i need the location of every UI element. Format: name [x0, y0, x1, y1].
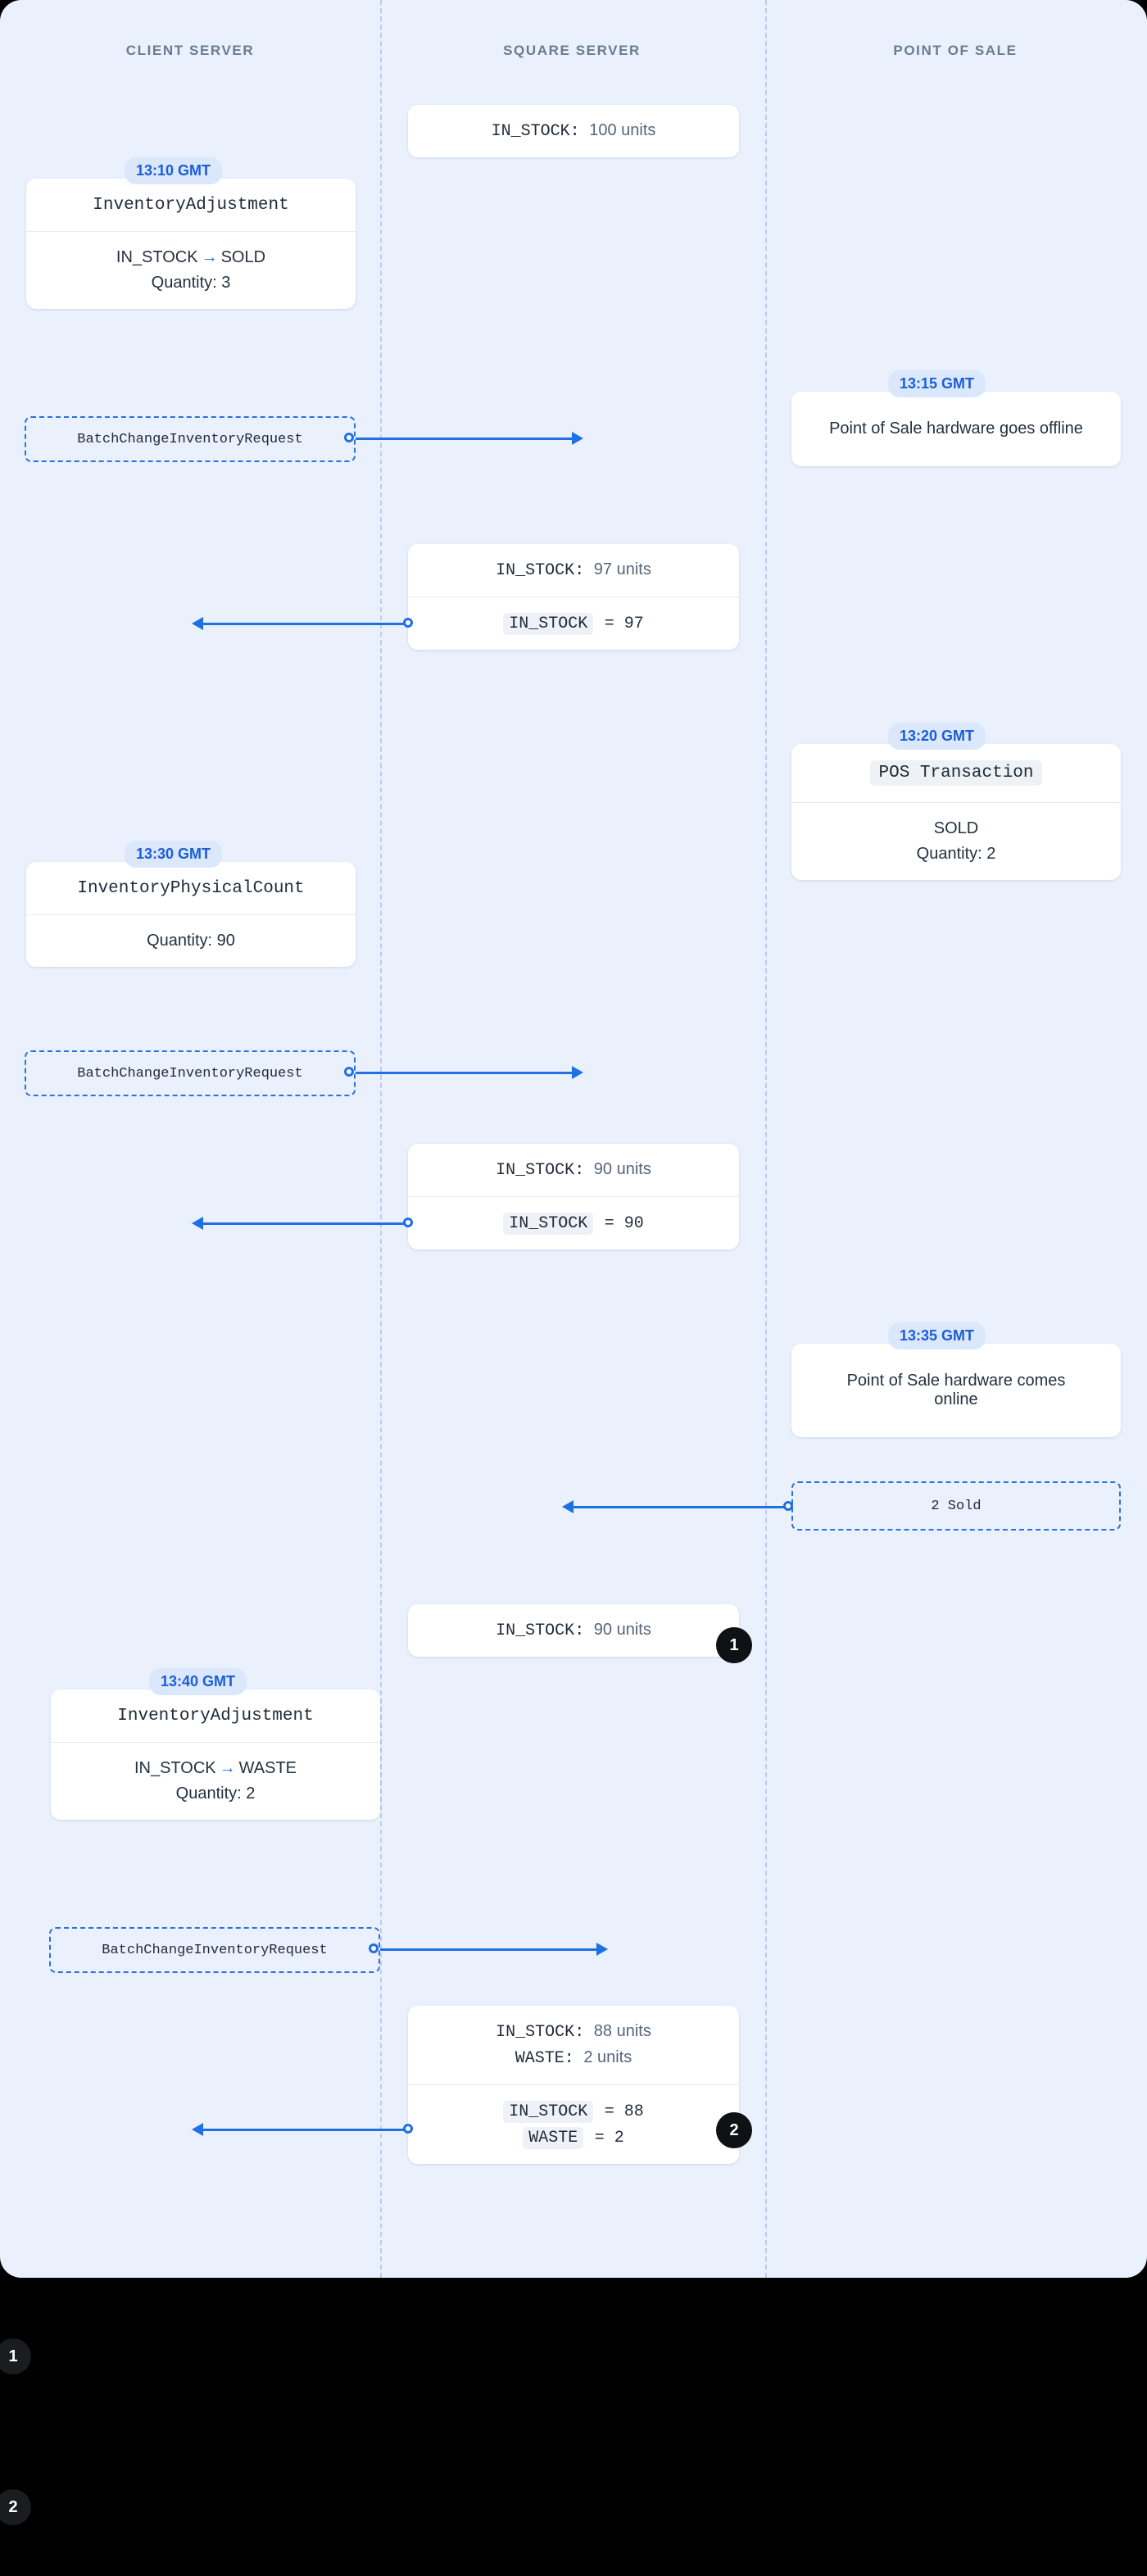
pos-transaction-body [791, 802, 1121, 880]
card-pos-transaction [791, 744, 1121, 880]
request-box-1310[interactable]: BatchChangeInventoryRequest [25, 416, 356, 462]
physical-count-title: InventoryPhysicalCount [77, 879, 305, 898]
square-88-stock-row [423, 2022, 724, 2042]
square-97-state-key: IN_STOCK [503, 613, 593, 635]
square-90-label: IN_STOCK: [496, 1161, 585, 1180]
card-square-initial-stock [408, 105, 739, 157]
square-88-waste-label: WASTE: [515, 2049, 574, 2068]
adjustment-1340-body [51, 1742, 380, 1820]
response-97-arrow-line [203, 623, 406, 625]
annotation-badge-1[interactable]: 1 [716, 1627, 752, 1663]
square-90-stock-row [408, 1144, 739, 1196]
lane-divider-2 [765, 0, 767, 2278]
square-after-sync-label: IN_STOCK: [496, 1621, 585, 1640]
response-97-arrow-head-icon [192, 617, 203, 630]
response-90-arrow-line [203, 1222, 406, 1225]
square-88-stock-value: 88 units [593, 2022, 651, 2040]
pos-sync-arrow-line [574, 1506, 787, 1508]
square-88-waste-row [423, 2048, 724, 2068]
timestamp-1315: 13:15 GMT [888, 370, 986, 397]
adjustment-1310-from: IN_STOCK [116, 248, 198, 266]
request-1310-origin-dot [344, 433, 354, 442]
card-pos-offline [791, 392, 1121, 466]
response-88-arrow-head-icon [192, 2123, 203, 2136]
square-97-label: IN_STOCK: [496, 561, 585, 580]
lane-header-square-server: SQUARE SERVER [503, 43, 641, 58]
square-90-state-row [408, 1196, 739, 1249]
square-after-sync-value: 90 units [593, 1621, 651, 1639]
card-inventory-physical-count-1330 [26, 862, 356, 967]
pos-sync-arrow-head-icon [562, 1500, 574, 1513]
square-88-stock-label: IN_STOCK: [496, 2023, 585, 2042]
pos-transaction-quantity: Quantity: 2 [916, 845, 996, 863]
physical-count-title-row [26, 862, 356, 914]
request-1330-arrow-head-icon [572, 1066, 583, 1079]
request-box-1340[interactable]: BatchChangeInventoryRequest [49, 1927, 380, 1973]
square-initial-stock-label: IN_STOCK: [491, 122, 580, 141]
square-88-state-stock [423, 2102, 724, 2121]
square-88-waste-value: 2 units [583, 2048, 632, 2066]
timestamp-1340: 13:40 GMT [149, 1668, 247, 1695]
adjustment-1340-from: IN_STOCK [134, 1759, 216, 1777]
adjustment-1310-transition [41, 248, 341, 267]
response-97-origin-dot [403, 618, 413, 628]
card-inventory-adjustment-1310 [26, 179, 356, 309]
pos-transaction-state: SOLD [933, 819, 979, 837]
request-1330-arrow-line [352, 1072, 572, 1074]
request-1310-arrow-head-icon [572, 432, 583, 445]
square-97-state-eq: = 97 [604, 615, 644, 633]
response-90-origin-dot [403, 1218, 413, 1227]
lane-header-client-server: CLIENT SERVER [125, 43, 255, 58]
pos-online-text: Point of Sale hardware comes online [846, 1372, 1066, 1408]
square-88-state-rows [408, 2084, 739, 2164]
square-97-stock-row [408, 544, 739, 596]
timestamp-1335: 13:35 GMT [888, 1322, 986, 1349]
request-1330-origin-dot [344, 1067, 354, 1077]
square-88-state-key-stock: IN_STOCK [503, 2101, 593, 2123]
lane-divider-1 [380, 0, 382, 2278]
square-88-state-waste [423, 2128, 724, 2147]
physical-count-body [26, 914, 356, 967]
card-inventory-adjustment-1340 [51, 1689, 380, 1820]
annotation-badge-2[interactable]: 2 [716, 2112, 752, 2148]
request-1340-arrow-head-icon [596, 1943, 608, 1956]
adjustment-1310-to: SOLD [220, 248, 266, 266]
response-88-origin-dot [403, 2124, 413, 2134]
request-box-1330[interactable]: BatchChangeInventoryRequest [25, 1050, 356, 1096]
adjustment-1340-transition [66, 1759, 365, 1778]
pos-sync-box[interactable]: 2 Sold [791, 1481, 1121, 1531]
square-88-state-key-waste: WASTE [523, 2127, 583, 2149]
adjustment-1340-title: InventoryAdjustment [117, 1707, 314, 1726]
square-88-state-eq-stock: = 88 [604, 2102, 644, 2121]
square-97-state-row [408, 596, 739, 650]
card-pos-online [791, 1344, 1121, 1437]
square-90-value: 90 units [593, 1160, 651, 1178]
adjustment-1310-body [26, 231, 356, 309]
card-square-response-88 [408, 2006, 739, 2164]
adjustment-1340-arrow-icon: → [219, 1759, 236, 1777]
adjustment-1310-quantity: Quantity: 3 [151, 274, 231, 292]
pos-sync-origin-dot [783, 1501, 793, 1511]
lane-header-point-of-sale: POINT OF SALE [893, 43, 1018, 58]
card-square-response-97 [408, 544, 739, 650]
pos-offline-text: Point of Sale hardware goes offline [829, 420, 1083, 438]
adjustment-1340-title-row [51, 1689, 380, 1742]
card-square-after-sync [408, 1604, 739, 1657]
pos-transaction-title: POS Transaction [870, 760, 1041, 786]
square-90-state-key: IN_STOCK [503, 1213, 593, 1235]
footnote-badge-2[interactable]: 2 [0, 2489, 31, 2525]
physical-count-quantity: Quantity: 90 [147, 932, 235, 950]
square-initial-stock-value: 100 units [589, 121, 656, 139]
card-square-response-90 [408, 1144, 739, 1249]
response-90-arrow-head-icon [192, 1217, 203, 1230]
square-initial-stock-row [408, 105, 739, 157]
request-1310-arrow-line [352, 438, 572, 440]
adjustment-1310-arrow-icon: → [201, 248, 218, 266]
footnote-badge-1[interactable]: 1 [0, 2338, 31, 2374]
adjustment-1310-title: InventoryAdjustment [93, 196, 289, 215]
request-1340-origin-dot [369, 1943, 379, 1953]
request-1340-arrow-line [377, 1948, 596, 1951]
response-88-arrow-line [203, 2129, 406, 2131]
timestamp-1310: 13:10 GMT [125, 157, 222, 184]
adjustment-1340-quantity: Quantity: 2 [175, 1785, 256, 1803]
pos-transaction-title-row [791, 744, 1121, 802]
square-90-state-eq: = 90 [604, 1214, 644, 1233]
square-88-state-eq-waste: = 2 [594, 2129, 624, 2147]
timestamp-1320: 13:20 GMT [888, 723, 986, 750]
square-97-value: 97 units [593, 560, 651, 578]
square-88-stock-rows [408, 2006, 739, 2084]
timestamp-1330: 13:30 GMT [125, 841, 222, 868]
square-after-sync-row [408, 1604, 739, 1657]
adjustment-1310-title-row [26, 179, 356, 231]
adjustment-1340-to: WASTE [238, 1759, 297, 1777]
